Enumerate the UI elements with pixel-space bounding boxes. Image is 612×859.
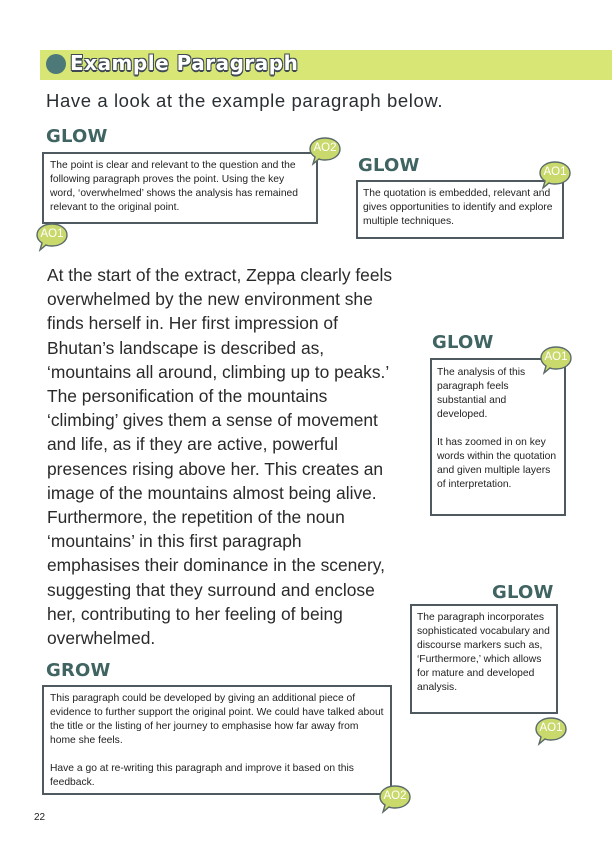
paragraph-line: ‘mountains all around, climbing up to peaks.’ (47, 361, 390, 382)
glow-heading-2: GLOW (358, 155, 420, 176)
paragraph-line: presences rising above her. This creates an (47, 458, 384, 479)
paragraph-line: overwhelmed. (47, 628, 156, 649)
grow-text-2: Have a go at re-writing this paragraph and improve it based on this feedback. (50, 763, 354, 788)
feedback-box-1 (42, 152, 318, 224)
ao-badge-speech-icon (378, 784, 412, 812)
paragraph-line: her, contributing to her feeling of being (47, 603, 343, 624)
paragraph-line: emphasises their dominance in the scenery, (47, 555, 386, 576)
feedback-box-3 (430, 358, 566, 516)
paragraph-line: overwhelmed by the new environment she (47, 289, 373, 310)
feedback-box-4 (410, 604, 558, 714)
ao-badge-label: AO1 (40, 228, 64, 240)
bullet-dot-icon (46, 54, 66, 74)
feedback-text-1: The point is clear and relevant to the question and the following paragraph proves the point. Using the key word, ‘overwhelmed’ shows the analysis has remained relevant to the original point. (50, 160, 299, 213)
feedback-box-2 (356, 180, 564, 239)
page-number: 22 (34, 812, 46, 823)
glow-heading-1: GLOW (46, 126, 108, 147)
example-paragraph (47, 263, 432, 650)
grow-text-1: This paragraph could be developed by giving an additional piece of evidence to further support the original point. We could have talked about the title or the listing of her journey to emphasise how far away from home she feels. (50, 693, 384, 746)
paragraph-line: Bhutan’s landscape is described as, (47, 337, 325, 358)
feedback-text-3b: It has zoomed in on key words within the quotation and given multiple layers of interpretation. (437, 437, 557, 490)
intro-text: Have a look at the example paragraph below. (46, 90, 444, 111)
paragraph-line: At the start of the extract, Zeppa clearly feels (47, 265, 393, 285)
glow-heading-3: GLOW (432, 332, 494, 353)
paragraph-line: ‘climbing’ gives them a sense of movement (47, 410, 378, 431)
grow-heading: GROW (46, 660, 111, 681)
ao-badge-speech-icon (308, 136, 342, 164)
ao-badge-speech-icon (538, 160, 572, 188)
paragraph-line: image of the mountains almost being alive. (47, 482, 377, 503)
paragraph-line: The personification of the mountains (47, 386, 328, 407)
feedback-text-3a: The analysis of this paragraph feels substantial and developed. (437, 367, 526, 420)
paragraph-line: finds herself in. Her first impression of (47, 313, 338, 334)
page-title: Example Paragraph (70, 51, 299, 75)
ao-badge-label: AO1 (544, 351, 568, 363)
grow-feedback-box (42, 685, 392, 795)
paragraph-line: suggesting that they surround and enclose (47, 579, 375, 600)
paragraph-line: and life, as if they are active, powerful (47, 434, 338, 455)
ao-badge-label: AO2 (313, 142, 337, 154)
ao-badge-label: AO1 (539, 722, 563, 734)
glow-heading-4: GLOW (492, 582, 554, 603)
ao-badge-speech-icon (534, 716, 568, 744)
paragraph-line: Furthermore, the repetition of the noun (47, 507, 345, 528)
paragraph-line: ‘mountains’ in this first paragraph (47, 531, 302, 552)
ao-badge-speech-icon (35, 222, 69, 250)
ao-badge-label: AO1 (543, 166, 567, 178)
feedback-text-4: The paragraph incorporates sophisticated vocabulary and discourse markers such as, ‘Furthermore,’ which allows for mature and developed analysis. (417, 612, 550, 693)
ao-badge-label: AO2 (383, 790, 407, 802)
feedback-text-2: The quotation is embedded, relevant and gives opportunities to identify and explore multiple techniques. (363, 188, 553, 227)
ao-badge-speech-icon (539, 345, 573, 373)
